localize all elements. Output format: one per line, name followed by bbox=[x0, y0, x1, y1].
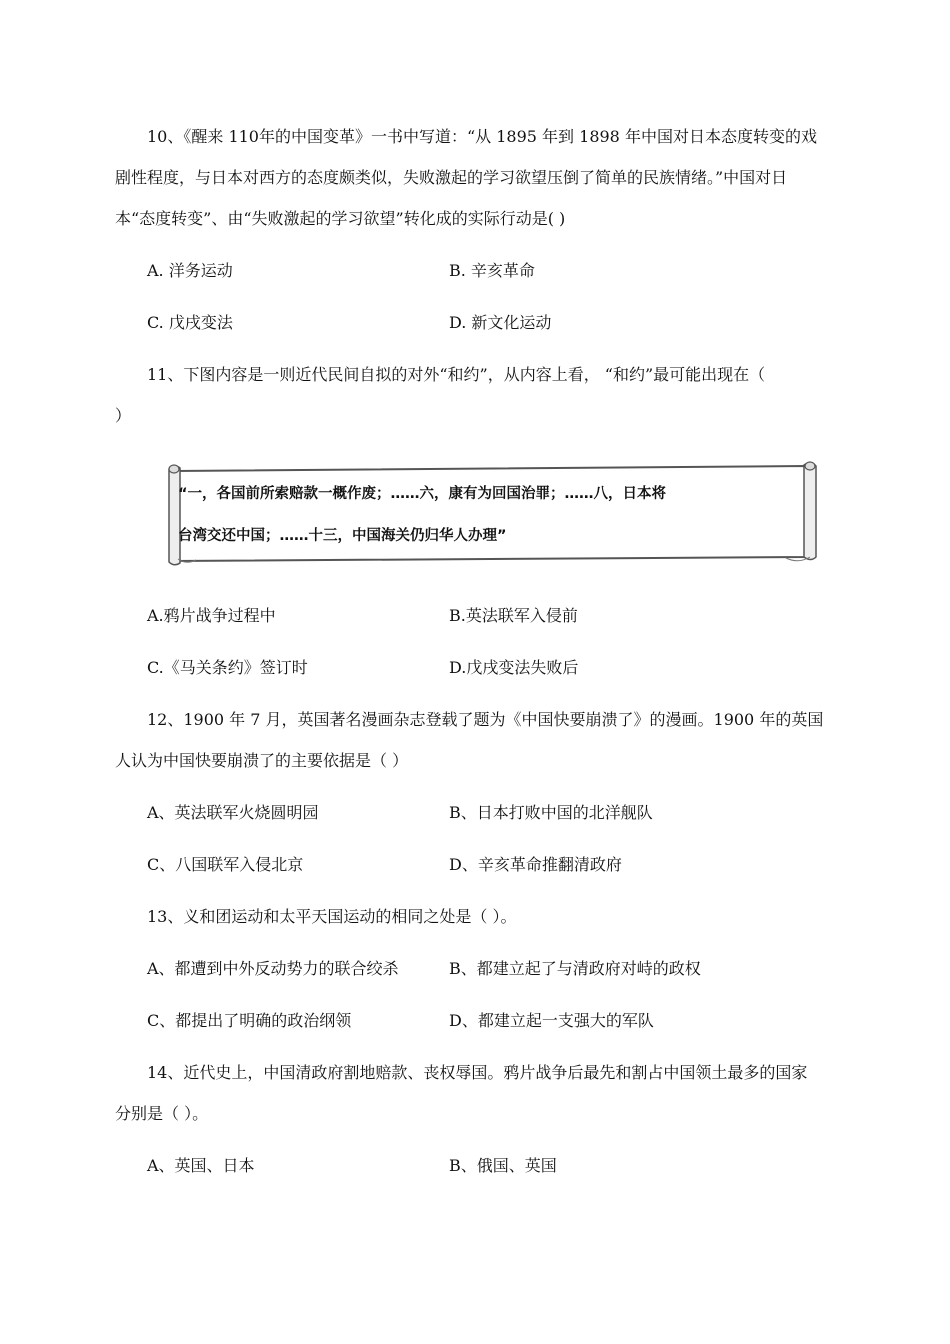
q10-option-a: A. 洋务运动 bbox=[147, 261, 233, 280]
q14-line1: 14、近代史上，中国清政府割地赔款、丧权辱国。鸦片战争后最先和割占中国领土最多的国家 bbox=[147, 1063, 808, 1082]
q12-line2: 人认为中国快要崩溃了的主要依据是（ ） bbox=[115, 751, 409, 770]
q11-option-a: A.鸦片战争过程中 bbox=[147, 606, 276, 625]
q12-option-d: D、辛亥革命推翻清政府 bbox=[449, 855, 622, 874]
scroll-banner bbox=[166, 461, 818, 567]
q13-option-b: B、都建立起了与清政府对峙的政权 bbox=[449, 959, 701, 978]
q10-line3: 本“态度转变”、由“失败激起的学习欲望”转化成的实际行动是( ) bbox=[115, 209, 566, 228]
q14-option-b: B、俄国、英国 bbox=[449, 1156, 557, 1175]
q11-option-d: D.戊戌变法失败后 bbox=[449, 658, 579, 677]
q11-option-b: B.英法联军入侵前 bbox=[449, 606, 578, 625]
q12-option-c: C、八国联军入侵北京 bbox=[147, 855, 304, 874]
q11-option-c: C.《马关条约》签订时 bbox=[147, 658, 308, 677]
q10-option-d: D. 新文化运动 bbox=[449, 313, 552, 332]
q14-option-a: A、英国、日本 bbox=[147, 1156, 255, 1175]
q11-line2: ） bbox=[115, 406, 132, 425]
q13-option-c: C、都提出了明确的政治纲领 bbox=[147, 1011, 352, 1030]
q11-line1: 11、下图内容是一则近代民间自拟的对外“和约”，从内容上看， “和约”最可能出现在（ bbox=[147, 365, 766, 384]
q14-line2: 分别是（ ）。 bbox=[115, 1104, 209, 1123]
q12-option-a: A、英法联军火烧圆明园 bbox=[147, 803, 319, 822]
q10-option-c: C. 戊戌变法 bbox=[147, 313, 233, 332]
q10-line1: 10、《醒来 110年的中国变革》一书中写道：“从 1895 年到 1898 年中国对日本态度转变的戏 bbox=[147, 127, 817, 146]
q12-option-b: B、日本打败中国的北洋舰队 bbox=[449, 803, 653, 822]
q13-option-d: D、都建立起一支强大的军队 bbox=[449, 1011, 654, 1030]
q12-line1: 12、1900 年 7 月，英国著名漫画杂志登载了题为《中国快要崩溃了》的漫画。1900 年的英国 bbox=[147, 710, 824, 729]
scroll-text-line2: 台湾交还中国；……十三，中国海关仍归华人办理” bbox=[178, 528, 507, 544]
q13-option-a: A、都遭到中外反动势力的联合绞杀 bbox=[147, 959, 399, 978]
q10-option-b: B. 辛亥革命 bbox=[449, 261, 535, 280]
q13-line1: 13、义和团运动和太平天国运动的相同之处是（ ）。 bbox=[147, 907, 517, 926]
q10-line2: 剧性程度，与日本对西方的态度颇类似，失败激起的学习欲望压倒了简单的民族情绪。”中国对日 bbox=[115, 168, 788, 187]
scroll-text-line1: “一，各国前所索赔款一概作废；……六，康有为回国治罪；……八，日本将 bbox=[178, 486, 667, 502]
